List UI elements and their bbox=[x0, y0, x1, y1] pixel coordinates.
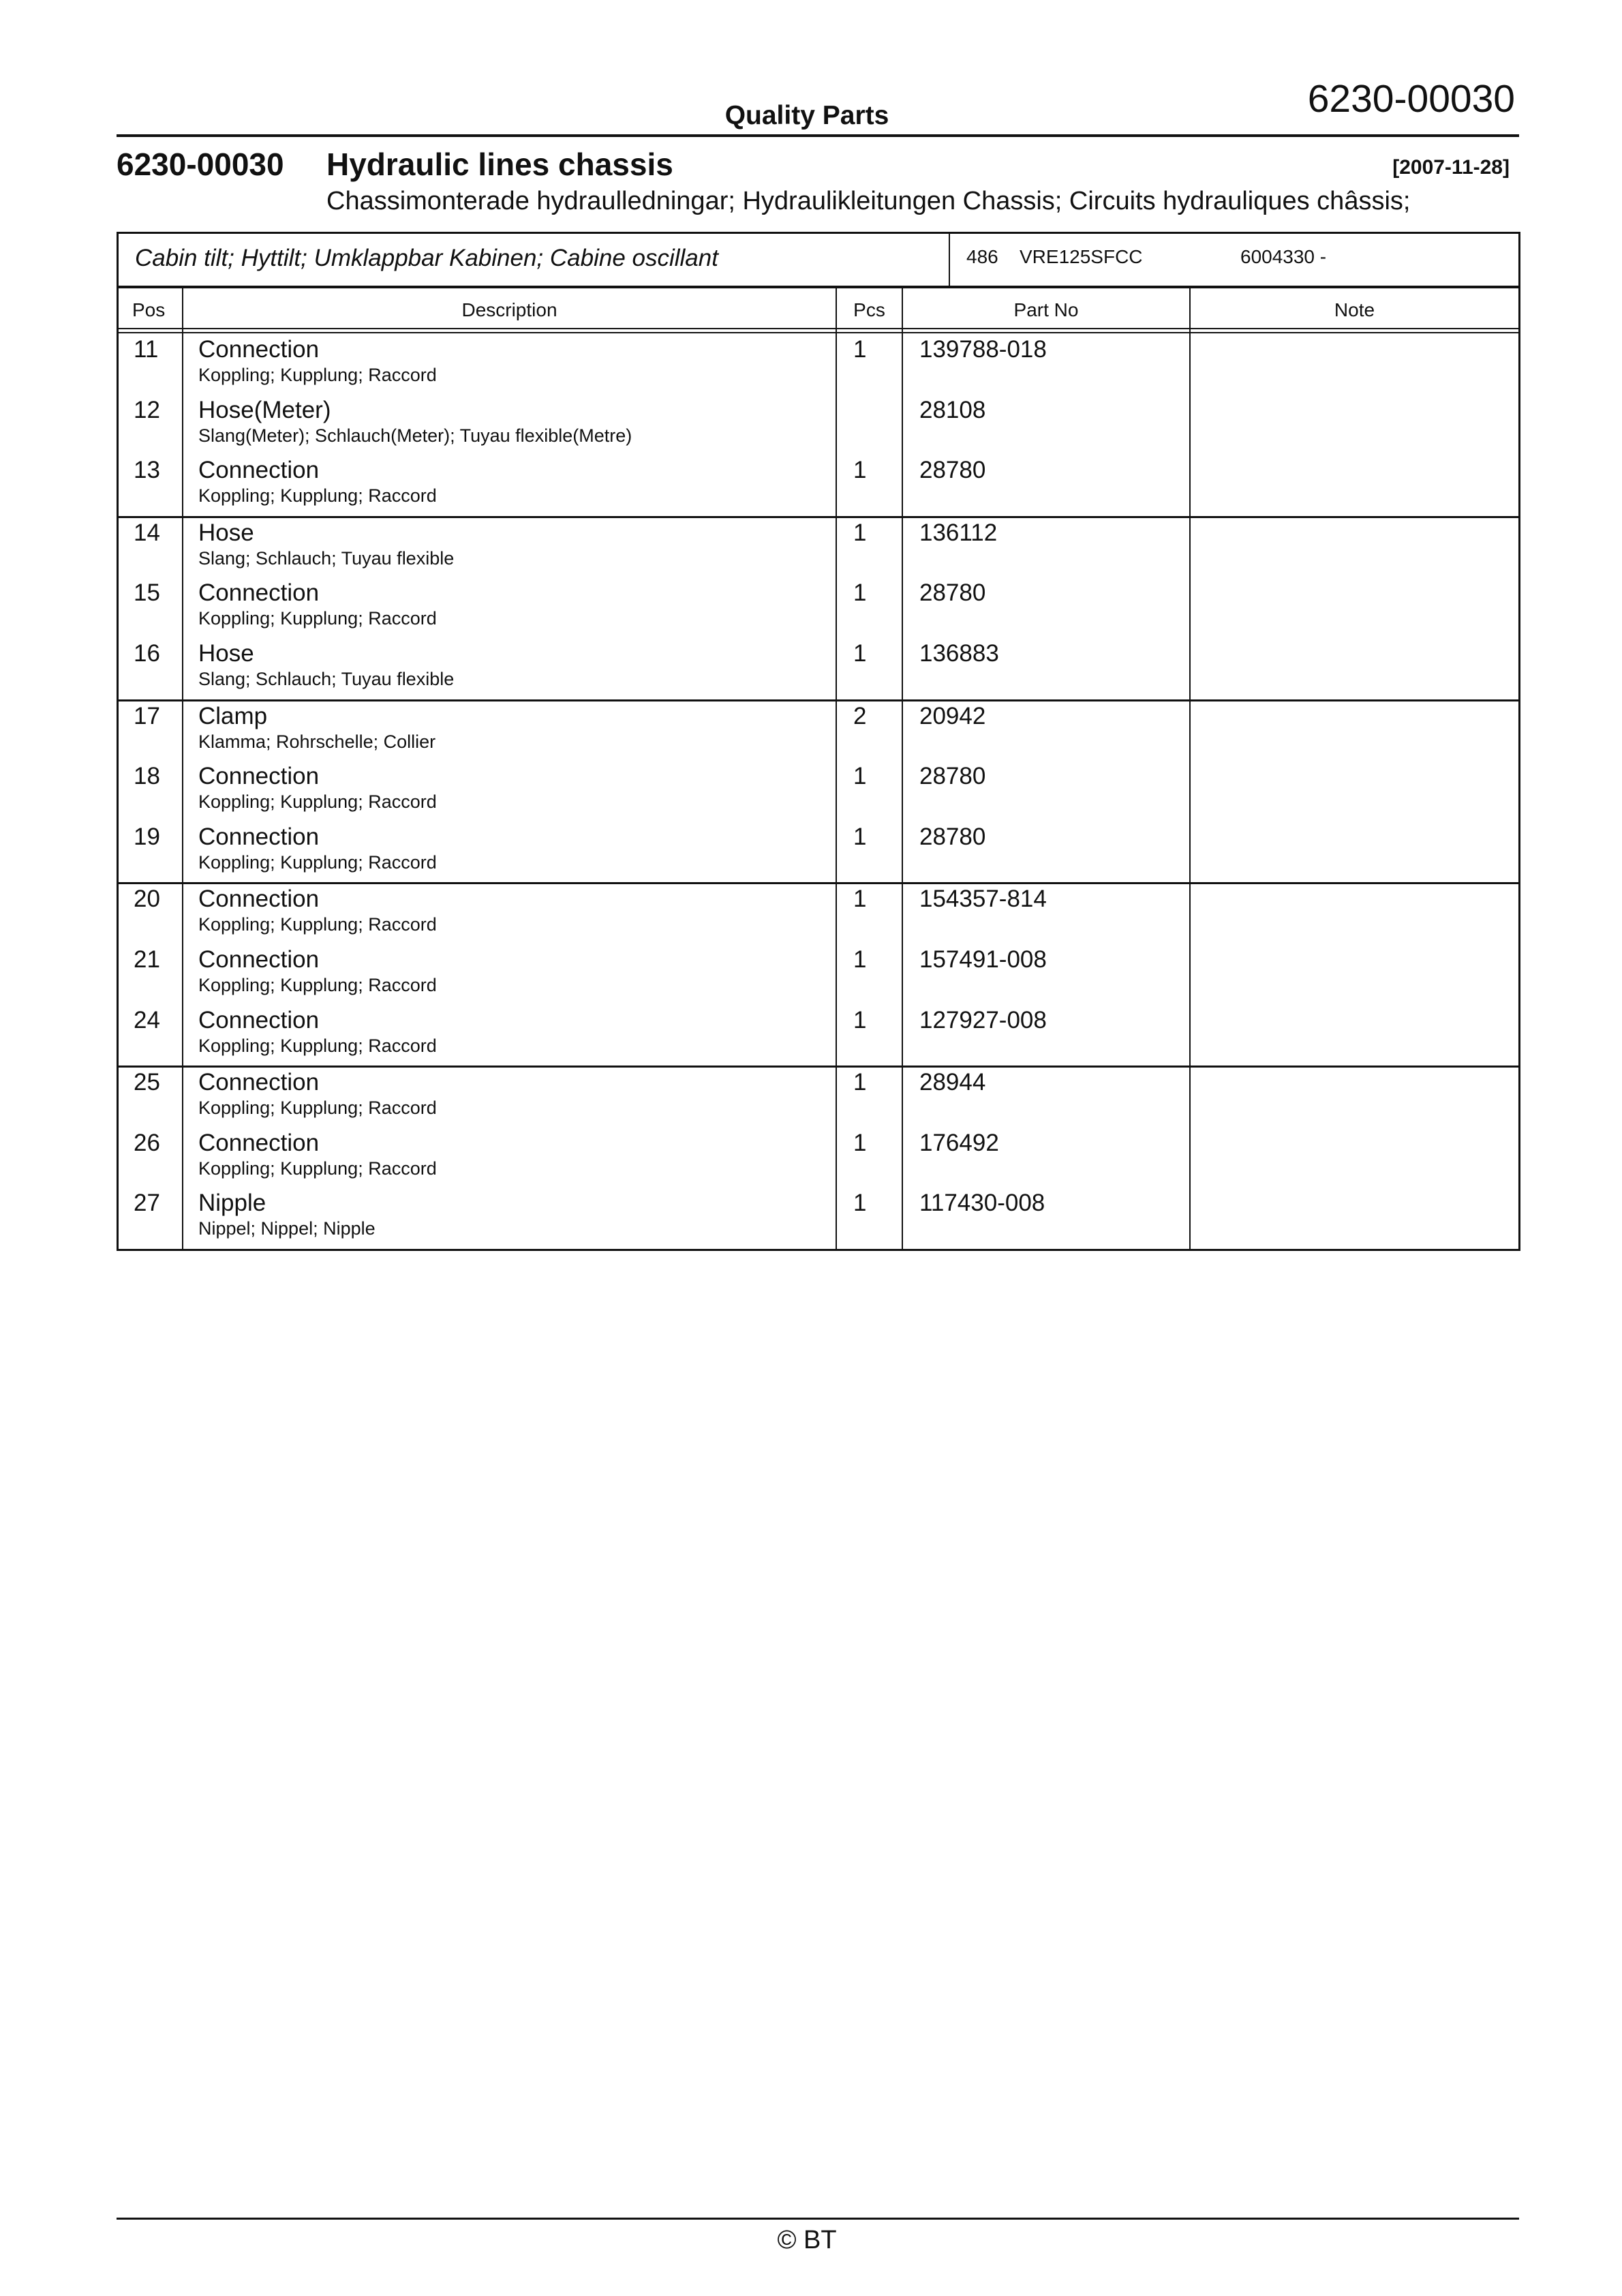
table-cell-note bbox=[1191, 701, 1518, 762]
column-pcs bbox=[837, 1068, 903, 1249]
item-part-number: 136112 bbox=[919, 519, 998, 546]
item-translations: Slang; Schlauch; Tuyau flexible bbox=[198, 547, 455, 569]
footer-divider bbox=[117, 2218, 1519, 2220]
item-description: Connection bbox=[198, 457, 320, 484]
table-cell-desc bbox=[183, 1128, 836, 1189]
item-translations: Koppling; Kupplung; Raccord bbox=[198, 851, 437, 873]
table-cell-pos bbox=[119, 518, 182, 579]
item-quantity: 1 bbox=[853, 1129, 867, 1156]
table-cell-note bbox=[1191, 639, 1518, 699]
table-cell-note bbox=[1191, 578, 1518, 639]
table-cell-pos bbox=[119, 701, 182, 762]
item-position: 12 bbox=[134, 396, 160, 423]
item-quantity: 1 bbox=[853, 946, 867, 973]
item-translations: Klamma; Rohrschelle; Collier bbox=[198, 731, 436, 752]
table-cell-pos bbox=[119, 1128, 182, 1189]
section-divider bbox=[949, 234, 950, 286]
table-cell-desc bbox=[183, 518, 836, 579]
table-cell-pos bbox=[119, 945, 182, 1006]
title-translations: Chassimonterade hydraulledningar; Hydraulikleitungen Chassis; Circuits hydrauliques châssis; bbox=[326, 187, 1411, 215]
table-cell-pcs bbox=[837, 822, 902, 883]
table-cell-desc bbox=[183, 822, 836, 883]
section-model: VRE125SFCC bbox=[1020, 246, 1143, 267]
column-desc bbox=[183, 884, 837, 1066]
item-translations: Koppling; Kupplung; Raccord bbox=[198, 974, 437, 995]
item-position: 14 bbox=[134, 519, 160, 546]
column-pcs bbox=[837, 335, 903, 516]
header-divider bbox=[117, 134, 1519, 137]
table-cell-pcs bbox=[837, 335, 902, 395]
item-part-number: 28780 bbox=[919, 457, 986, 484]
item-description: Connection bbox=[198, 1069, 320, 1096]
item-description: Nipple bbox=[198, 1190, 266, 1217]
table-cell-pos bbox=[119, 1068, 182, 1128]
table-cell-part bbox=[903, 335, 1189, 395]
item-part-number: 176492 bbox=[919, 1129, 999, 1156]
item-part-number: 136883 bbox=[919, 639, 999, 667]
item-translations: Koppling; Kupplung; Raccord bbox=[198, 608, 437, 629]
table-body bbox=[119, 335, 1518, 1249]
table-cell-desc bbox=[183, 395, 836, 456]
column-note bbox=[1191, 884, 1518, 1066]
col-header-description: Description bbox=[183, 288, 837, 328]
table-cell-part bbox=[903, 578, 1189, 639]
item-position: 26 bbox=[134, 1129, 160, 1156]
table-cell-pos bbox=[119, 395, 182, 456]
item-quantity: 1 bbox=[853, 823, 867, 850]
item-description: Connection bbox=[198, 336, 320, 363]
item-translations: Koppling; Kupplung; Raccord bbox=[198, 485, 437, 507]
item-position: 15 bbox=[134, 579, 160, 607]
item-position: 13 bbox=[134, 457, 160, 484]
item-part-number: 157491-008 bbox=[919, 946, 1047, 973]
row-group bbox=[119, 882, 1518, 1066]
item-position: 20 bbox=[134, 886, 160, 913]
col-header-pos: Pos bbox=[119, 288, 183, 328]
table-cell-part bbox=[903, 1006, 1189, 1066]
item-translations: Nippel; Nippel; Nipple bbox=[198, 1218, 376, 1239]
table-cell-note bbox=[1191, 455, 1518, 516]
table-cell-pos bbox=[119, 578, 182, 639]
row-group bbox=[119, 699, 1518, 883]
table-cell-note bbox=[1191, 1188, 1518, 1249]
table-cell-part bbox=[903, 1188, 1189, 1249]
column-pos bbox=[119, 1068, 183, 1249]
section-serial: 6004330 - bbox=[1240, 246, 1327, 267]
table-cell-pos bbox=[119, 455, 182, 516]
item-position: 16 bbox=[134, 639, 160, 667]
column-part bbox=[903, 701, 1191, 883]
item-quantity: 1 bbox=[853, 336, 867, 363]
column-pos bbox=[119, 884, 183, 1066]
table-cell-desc bbox=[183, 578, 836, 639]
item-position: 17 bbox=[134, 702, 160, 729]
row-group bbox=[119, 516, 1518, 699]
item-quantity: 1 bbox=[853, 886, 867, 913]
table-cell-pcs bbox=[837, 945, 902, 1006]
item-part-number: 28780 bbox=[919, 579, 986, 607]
table-cell-desc bbox=[183, 945, 836, 1006]
table-cell-desc bbox=[183, 884, 836, 945]
item-quantity: 1 bbox=[853, 1069, 867, 1096]
item-position: 27 bbox=[134, 1190, 160, 1217]
table-cell-desc bbox=[183, 761, 836, 822]
item-part-number: 28780 bbox=[919, 823, 986, 850]
table-cell-pos bbox=[119, 884, 182, 945]
title-number: 6230-00030 bbox=[117, 147, 284, 182]
table-cell-desc bbox=[183, 701, 836, 762]
item-translations: Koppling; Kupplung; Raccord bbox=[198, 1098, 437, 1119]
section-header bbox=[119, 234, 1518, 288]
item-quantity: 1 bbox=[853, 639, 867, 667]
item-translations: Slang(Meter); Schlauch(Meter); Tuyau flexible(Metre) bbox=[198, 425, 632, 446]
copyright: © BT bbox=[777, 2226, 837, 2254]
item-quantity: 1 bbox=[853, 763, 867, 790]
table-cell-pos bbox=[119, 761, 182, 822]
item-part-number: 127927-008 bbox=[919, 1006, 1047, 1033]
item-part-number: 154357-814 bbox=[919, 886, 1047, 913]
table-cell-part bbox=[903, 1068, 1189, 1128]
table-cell-pcs bbox=[837, 701, 902, 762]
item-description: Connection bbox=[198, 946, 320, 973]
table-cell-note bbox=[1191, 1006, 1518, 1066]
table-cell-desc bbox=[183, 455, 836, 516]
column-note bbox=[1191, 335, 1518, 516]
item-description: Hose bbox=[198, 639, 254, 667]
item-position: 18 bbox=[134, 763, 160, 790]
table-cell-part bbox=[903, 518, 1189, 579]
row-group bbox=[119, 1066, 1518, 1249]
item-description: Connection bbox=[198, 886, 320, 913]
item-quantity bbox=[837, 395, 902, 397]
item-quantity: 1 bbox=[853, 457, 867, 484]
item-part-number: 117430-008 bbox=[919, 1190, 1045, 1217]
col-header-pcs: Pcs bbox=[837, 288, 903, 328]
table-cell-note bbox=[1191, 761, 1518, 822]
table-cell-part bbox=[903, 761, 1189, 822]
item-description: Connection bbox=[198, 823, 320, 850]
item-description: Clamp bbox=[198, 702, 268, 729]
table-cell-pcs bbox=[837, 395, 902, 456]
table-cell-desc bbox=[183, 1068, 836, 1128]
item-part-number: 139788-018 bbox=[919, 336, 1047, 363]
table-cell-note bbox=[1191, 884, 1518, 945]
column-pos bbox=[119, 335, 183, 516]
item-quantity: 1 bbox=[853, 519, 867, 546]
col-header-part-no: Part No bbox=[903, 288, 1191, 328]
item-position: 19 bbox=[134, 823, 160, 850]
table-cell-part bbox=[903, 395, 1189, 456]
item-part-number: 28944 bbox=[919, 1069, 986, 1096]
item-description: Connection bbox=[198, 1129, 320, 1156]
column-part bbox=[903, 335, 1191, 516]
table-cell-pcs bbox=[837, 455, 902, 516]
table-cell-part bbox=[903, 822, 1189, 883]
table-cell-part bbox=[903, 639, 1189, 699]
table-cell-part bbox=[903, 884, 1189, 945]
item-translations: Koppling; Kupplung; Raccord bbox=[198, 914, 437, 935]
item-description: Hose(Meter) bbox=[198, 396, 331, 423]
column-desc bbox=[183, 701, 837, 883]
table-cell-pos bbox=[119, 335, 182, 395]
document-number: 6230-00030 bbox=[1307, 77, 1515, 121]
table-cell-pos bbox=[119, 639, 182, 699]
item-description: Connection bbox=[198, 1006, 320, 1033]
table-cell-pcs bbox=[837, 884, 902, 945]
table-cell-note bbox=[1191, 518, 1518, 579]
table-cell-part bbox=[903, 455, 1189, 516]
table-cell-pos bbox=[119, 822, 182, 883]
item-translations: Koppling; Kupplung; Raccord bbox=[198, 365, 437, 385]
column-note bbox=[1191, 701, 1518, 883]
item-quantity: 1 bbox=[853, 1006, 867, 1033]
table-cell-part bbox=[903, 701, 1189, 762]
table-cell-pcs bbox=[837, 761, 902, 822]
item-position: 11 bbox=[134, 336, 159, 363]
item-translations: Koppling; Kupplung; Raccord bbox=[198, 1035, 437, 1056]
table-cell-desc bbox=[183, 639, 836, 699]
table-cell-part bbox=[903, 1128, 1189, 1189]
section-name: Cabin tilt; Hyttilt; Umklappbar Kabinen; Cabine oscillant bbox=[135, 245, 718, 271]
parts-table bbox=[117, 232, 1520, 1251]
table-cell-note bbox=[1191, 335, 1518, 395]
table-cell-desc bbox=[183, 1006, 836, 1066]
table-cell-pcs bbox=[837, 1006, 902, 1066]
column-pcs bbox=[837, 701, 903, 883]
item-position: 21 bbox=[134, 946, 160, 973]
table-cell-note bbox=[1191, 395, 1518, 456]
col-header-note: Note bbox=[1334, 299, 1375, 320]
table-cell-note bbox=[1191, 822, 1518, 883]
table-cell-note bbox=[1191, 1128, 1518, 1189]
table-header bbox=[119, 288, 1518, 329]
table-cell-desc bbox=[183, 1188, 836, 1249]
section-code: 486 bbox=[966, 246, 998, 267]
item-translations: Koppling; Kupplung; Raccord bbox=[198, 1158, 437, 1179]
item-position: 24 bbox=[134, 1006, 160, 1033]
table-cell-part bbox=[903, 945, 1189, 1006]
item-description: Hose bbox=[198, 519, 254, 546]
item-quantity: 1 bbox=[853, 579, 867, 607]
column-part bbox=[903, 1068, 1191, 1249]
item-translations: Slang; Schlauch; Tuyau flexible bbox=[198, 668, 455, 689]
table-cell-pcs bbox=[837, 639, 902, 699]
item-quantity: 1 bbox=[853, 1190, 867, 1217]
item-description: Connection bbox=[198, 763, 320, 790]
title-date: [2007-11-28] bbox=[1392, 156, 1510, 179]
item-translations: Koppling; Kupplung; Raccord bbox=[198, 791, 437, 813]
item-position: 25 bbox=[134, 1069, 160, 1096]
column-part bbox=[903, 518, 1191, 699]
row-group bbox=[119, 335, 1518, 516]
column-desc bbox=[183, 518, 837, 699]
table-cell-pcs bbox=[837, 578, 902, 639]
column-note bbox=[1191, 518, 1518, 699]
column-note bbox=[1191, 1068, 1518, 1249]
item-description: Connection bbox=[198, 579, 320, 607]
page-title: Hydraulic lines chassis bbox=[326, 147, 673, 182]
table-cell-pcs bbox=[837, 1068, 902, 1128]
table-cell-pcs bbox=[837, 1128, 902, 1189]
table-cell-pcs bbox=[837, 518, 902, 579]
item-part-number: 28108 bbox=[919, 396, 986, 423]
table-cell-note bbox=[1191, 945, 1518, 1006]
column-desc bbox=[183, 335, 837, 516]
column-pos bbox=[119, 518, 183, 699]
table-cell-pos bbox=[119, 1188, 182, 1249]
column-pcs bbox=[837, 518, 903, 699]
column-desc bbox=[183, 1068, 837, 1249]
column-pos bbox=[119, 701, 183, 883]
column-pcs bbox=[837, 884, 903, 1066]
column-part bbox=[903, 884, 1191, 1066]
item-quantity: 2 bbox=[853, 702, 867, 729]
table-cell-note bbox=[1191, 1068, 1518, 1128]
item-part-number: 28780 bbox=[919, 763, 986, 790]
item-part-number: 20942 bbox=[919, 702, 986, 729]
table-cell-desc bbox=[183, 335, 836, 395]
brand-heading: Quality Parts bbox=[724, 101, 889, 130]
table-cell-pcs bbox=[837, 1188, 902, 1249]
table-cell-pos bbox=[119, 1006, 182, 1066]
